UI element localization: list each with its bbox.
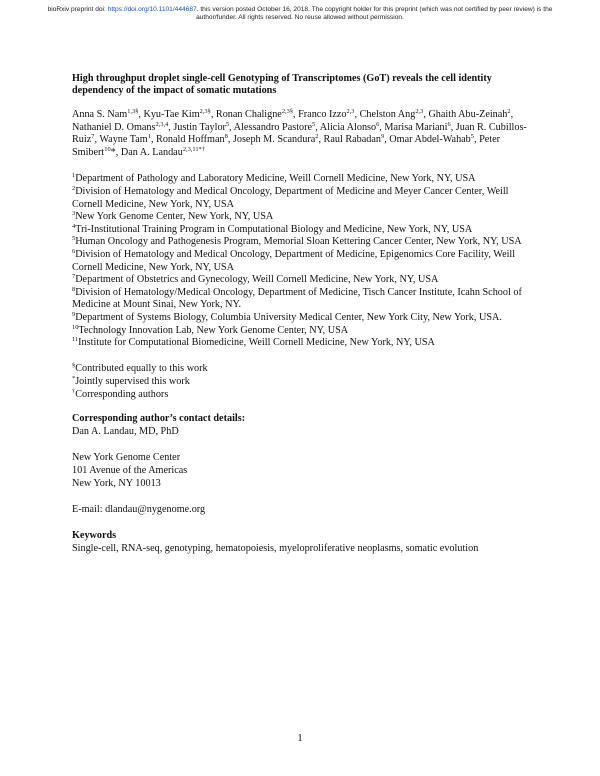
author-separator: , [210,109,216,120]
author-name: Nathaniel D. Omans [72,121,156,133]
footnote-text: Jointly supervised this work [75,375,190,387]
keywords-text: Single-cell, RNA-seq, genotyping, hematopoiesis, myeloproliferative neoplasms, somatic evolution [72,542,479,554]
author-superscript: 8 [224,133,228,141]
author-separator: , [227,134,233,146]
author-separator: , [384,134,390,146]
footnote-mark: § [72,361,76,369]
affiliation-number: 8 [72,285,76,293]
affiliation-item [72,186,532,211]
affiliation-text: Department of Obstetrics and Gynecology, Weill Cornell Medicine, New York, NY, USA [75,274,439,286]
author-superscript: 10 [104,145,111,153]
author-name: Marisa Mariani [384,121,448,133]
author-superscript: 6 [376,120,380,128]
affiliation-text: Division of Hematology and Medical Oncology, Department of Medicine, Epigenomics Core Facility, Weill Cornell Medicine, New York, NY, USA [72,248,516,273]
affiliation-text: Tri-Institutional Training Program in Computational Biology and Medicine, New York, NY, USA [75,223,473,235]
affiliation-item [72,287,532,312]
author-superscript: 2 [315,133,319,141]
author-separator: , [94,134,100,146]
preprint-banner [40,6,560,22]
author-name: Kyu-Tae Kim [143,109,200,120]
author-name: Juan R. Cubillos-Ruiz [72,121,527,146]
affiliation-number: 3 [72,210,76,218]
author-separator: , [229,121,234,133]
footnote-mark: † [72,387,76,395]
affiliation-item [72,224,532,237]
author-separator: *, [110,146,121,158]
author-name: Ronan Chaligne [215,109,282,120]
affiliation-number: 6 [72,247,76,255]
author-superscript: 2,3 [415,108,424,115]
author-name: Omar Abdel-Wahab [389,134,471,146]
author-superscript: 5 [470,133,474,141]
affiliation-number: 2 [72,184,76,192]
keywords-heading: Keywords [72,529,117,541]
contact-email: E-mail: dlandau@nygenome.org [72,503,206,515]
author-name: Alicia Alonso [319,121,377,133]
affiliation-item [72,337,532,350]
author-name: Franco Izzo [298,109,347,120]
author-separator: , [318,134,324,146]
affiliation-number: 9 [72,310,76,318]
affiliation-text: Institute for Computational Biomedicine, Weill Cornell Medicine, New York, NY, USA [78,337,435,349]
affiliation-text: New York Genome Center, New York, NY, USA [75,211,274,223]
author-superscript: 5 [225,120,230,128]
affiliation-text: Human Oncology and Pathogenesis Program, Memorial Sloan Kettering Cancer Center, New York, NY, USA [75,236,522,248]
affiliation-text: Division of Hematology/Medical Oncology, Department of Medicine, Tisch Cancer Institute, Icahn School of Medicine at Mount Sinai, New York, NY. [72,286,522,311]
banner-prefix: bioRxiv preprint doi: [47,6,108,13]
author-superscript: 2,3§ [199,108,211,115]
author-superscript: 9 [380,133,385,141]
author-name: Peter Smibert [72,134,501,158]
author-name: Joseph M. Scandura [232,134,316,146]
author-separator: , [138,109,144,120]
footnote-mark: * [72,374,76,382]
affiliation-number: 1 [72,172,76,180]
author-separator: , [168,121,174,133]
affiliation-list [72,173,532,349]
affiliation-item [72,211,532,224]
affiliation-item [72,236,532,249]
author-superscript: 7 [91,133,95,141]
author-name: Ghaith Abu-Zeinah [428,109,508,120]
author-superscript: 6 [447,120,451,128]
page-number: 1 [297,732,303,744]
contact-name: Dan A. Landau, MD, PhD [72,425,179,437]
author-separator: , [450,121,456,133]
author-superscript: 2,3 [346,108,355,115]
author-separator: , [510,109,514,120]
footnote-list [72,362,532,401]
author-name: Chelston Ang [359,109,416,120]
author-name: Alessandro Pastore [233,121,313,133]
author-superscript: 5 [312,120,316,128]
doi-link[interactable]: https://doi.org/10.1101/444687 [107,6,197,13]
author-superscript: 2,3,11*† [182,145,205,153]
contact-heading: Corresponding author’s contact details: [72,412,246,424]
paper-title: High throughput droplet single-cell Genotyping of Transcriptomes (GoT) reveals the cell identity dependency of the impact of somatic mutations [72,73,492,96]
author-separator: , [473,134,480,146]
affiliation-item [72,274,532,287]
author-separator: , [315,121,320,133]
affiliation-text: Division of Hematology and Medical Oncology, Department of Medicine and Meyer Cancer Center, Weill Cornell Medicine, New York, NY, USA [72,185,509,210]
author-name: Wayne Tam [99,134,148,146]
author-superscript: 2,3,4 [155,120,169,128]
author-list [72,109,532,159]
author-superscript: 2,3§ [281,108,294,115]
author-name: Justin Taylor [173,121,226,133]
author-name: Ronald Hoffman [156,134,225,146]
author-superscript: 1 [147,133,151,141]
contact-city: New York, NY 10013 [72,477,161,489]
affiliation-number: 10 [72,323,79,331]
footnote-item [72,375,532,388]
author-separator: , [150,134,157,146]
author-separator: , [379,121,385,133]
affiliation-item [72,325,532,338]
affiliation-text: Department of Systems Biology, Columbia University Medical Center, New York City, New York, USA. [75,311,502,323]
author-separator: , [423,109,429,120]
affiliation-item [72,173,532,186]
affiliation-text: Department of Pathology and Laboratory Medicine, Weill Cornell Medicine, New York, NY, USA [75,173,476,185]
footnote-text: Corresponding authors [75,388,169,400]
affiliation-item [72,249,532,274]
banner-suffix: . this version posted October 16, 2018. The copyright holder for this preprint (which was not certified by peer review) is the author/funder. All rights reserved. No reuse allowed without permission. [196,6,553,21]
author-name: Anna S. Nam [72,109,128,120]
affiliation-item [72,312,532,325]
affiliation-number: 7 [72,273,76,281]
author-superscript: 2 [507,108,511,115]
affiliation-text: Technology Innovation Lab, New York Genome Center, NY, USA [78,324,349,336]
footnote-text: Contributed equally to this work [75,362,208,374]
author-name: Dan A. Landau [120,146,183,158]
author-superscript: 1,3§ [127,108,139,115]
footnote-item [72,362,532,375]
footnote-item [72,388,532,401]
affiliation-number: 5 [72,235,76,243]
page-content [72,73,532,555]
contact-street: 101 Avenue of the Americas [72,464,188,476]
affiliation-number: 4 [72,222,76,230]
author-separator: , [293,109,299,120]
affiliation-number: 11 [72,336,79,344]
author-name: Raul Rabadan [323,134,381,146]
contact-org: New York Genome Center [72,451,181,463]
author-separator: , [354,109,360,120]
